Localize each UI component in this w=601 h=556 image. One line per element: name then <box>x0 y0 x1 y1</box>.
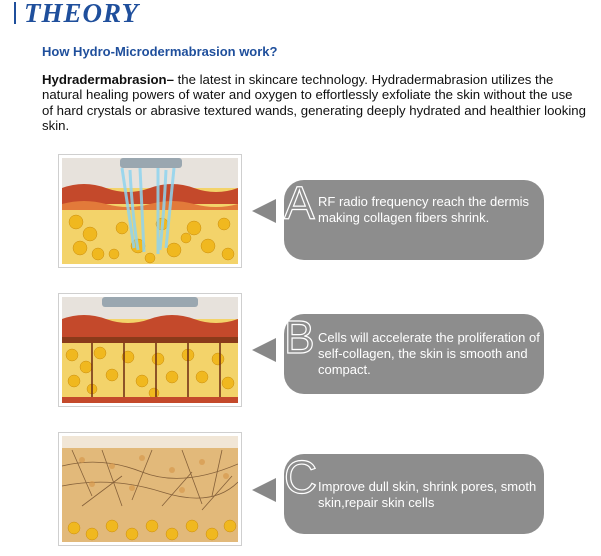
step-text-a: RF radio frequency reach the dermis making collagen fibers shrink. <box>318 194 529 225</box>
pointer-arrow-b <box>252 338 276 362</box>
title-accent-bar <box>14 2 16 24</box>
step-text-b: Cells will accelerate the proliferation of self-collagen, the skin is smooth and compact. <box>318 330 540 377</box>
skin-repair-image <box>62 436 238 542</box>
page-title: THEORY <box>24 0 140 28</box>
step-letter-a: A <box>284 177 315 229</box>
skin-illustration-c <box>58 432 242 546</box>
skin-illustration-a <box>58 154 242 268</box>
skin-collagen-image <box>62 297 238 403</box>
section-subtitle: How Hydro-Microdermabrasion work? <box>42 44 278 59</box>
intro-body: the latest in skincare technology. Hydradermabrasion utilizes the natural healing powers of water and oxygen to effortlessly exfoliate the skin without the use of hard crystals or abrasive textured wands, generating deeply hydrated and healthier looking skin. <box>42 72 586 134</box>
step-text-c: Improve dull skin, shrink pores, smoth skin,repair skin cells <box>318 479 537 510</box>
pointer-arrow-c <box>252 478 276 502</box>
skin-rf-image <box>62 158 238 264</box>
intro-lead: Hydradermabrasion– <box>42 72 174 87</box>
pointer-arrow-a <box>252 199 276 223</box>
skin-illustration-b <box>58 293 242 407</box>
step-letter-c: C <box>284 451 318 503</box>
intro-paragraph <box>42 72 587 134</box>
step-letter-b: B <box>284 311 315 363</box>
